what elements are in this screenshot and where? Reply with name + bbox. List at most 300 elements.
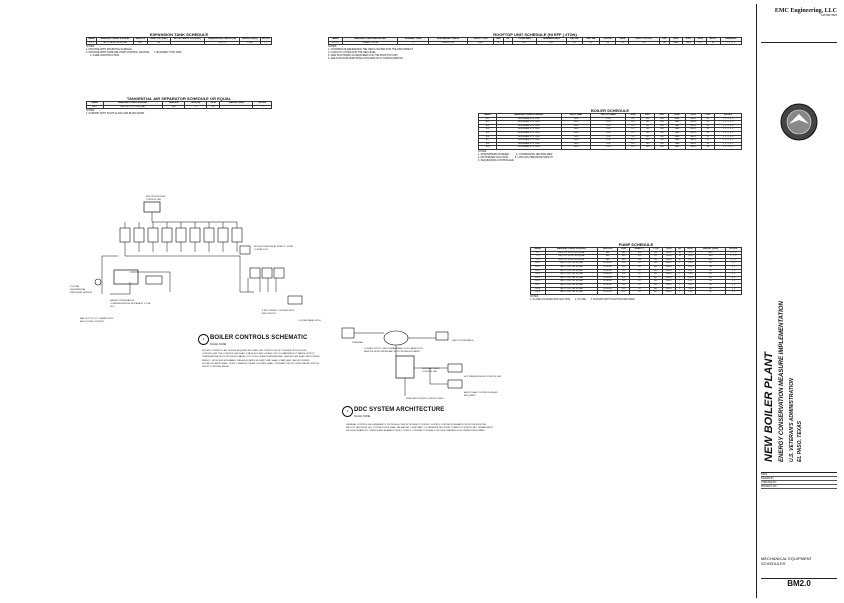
table-cell: GAS [669,131,685,135]
table-cell: INL [649,269,662,273]
column-header: GPM [625,114,640,118]
column-header: EFF [659,38,669,42]
table-cell: 1750 [684,251,696,255]
column-header: ESP [493,38,504,42]
table-cell: TACO CA-90 OR EQUAL [97,41,134,45]
table-cell: 1, 2, 3, 4, 5 [714,124,741,128]
table-cell: BP-3 [531,269,546,273]
table-cell: BOILER [598,262,618,266]
table-cell [220,105,253,109]
table-cell: 4 [398,41,429,45]
table-cell: 115 [618,276,630,280]
table-cell: 700 [206,105,220,109]
table-cell: 24 x 70 [204,41,239,45]
table-cell: B-8 [479,142,497,146]
table-cell: AS-1 [87,105,104,109]
table-cell: GAS [669,139,685,143]
label-multiple-boiler-controller: MULTIPLE BOILER CONTROLLER [146,196,166,202]
pump-table [530,247,742,295]
table-cell: B-4 [479,128,497,132]
column-header: MANUFACTURER & MODEL [103,102,163,106]
table-cell: VIL [649,251,662,255]
column-header: HEAD FT [630,248,650,252]
table-cell: 90 [696,276,725,280]
table-cell: 460/3 [662,280,675,284]
table-cell: 115 [625,117,640,121]
column-header: MOCP [706,38,720,42]
table-cell: INL [649,262,662,266]
column-header: EWT [640,114,655,118]
table-cell: P-3 [531,258,546,262]
column-header: SERVICE [163,102,185,106]
table-cell: 1 [675,287,684,291]
table-cell: B-3 [479,124,497,128]
table-cell: 140 [640,142,655,146]
column-header: V/PH [682,38,694,42]
column-header: NOTES [253,102,272,106]
table-cell: 1 [675,269,684,273]
motorized-louvers [250,268,284,278]
table-cell: 460/3 [685,124,701,128]
column-header: TYPE [649,248,662,252]
table-cell: 1, 2, 3, 4, 5 [714,139,741,143]
table-cell: 56 [600,41,616,45]
table-cell: TACO 1915 OR EQUAL [545,269,598,273]
table-cell: 2000 [561,117,591,121]
table-cell: 1, 2 [260,41,271,45]
label-differential-pressure: SYSTEM DIFFERENTIAL PRESSURE SENSOR [70,286,92,295]
table-cell: B-2 [479,121,497,125]
table-cell: GAS [669,135,685,139]
table-cell: 180 [655,146,669,150]
table-cell: TACO KV 6013 OR EQUAL [545,251,598,255]
table-cell: 1700 [591,139,626,143]
column-header: SUPPLY CFM [468,38,494,42]
table-cell: INL [649,291,662,295]
table-cell: BURNHAM FCX 2000 [497,135,562,139]
table-cell: BOILER [598,287,618,291]
column-header: MARK [87,102,104,106]
table-cell: 90 [147,41,170,45]
table-cell: 400 [696,258,725,262]
column-header: WEIGHT (LBS) [220,102,253,106]
table-cell: 400 [696,255,725,259]
table-cell: 1 [675,262,684,266]
table-cell: 1700 [591,135,626,139]
column-header: GPM [206,102,220,106]
project-name: NEW BOILER PLANT [763,352,775,462]
table-cell: GAS [669,142,685,146]
ddc-label-hvac: HVAC APPLICATION CONTROLLERS [406,398,444,400]
table-cell: GAS [669,128,685,132]
table-cell: 2000 [561,121,591,125]
table-cell: BP-7 [531,283,546,287]
drawn-label: DRAWN BY [761,477,837,481]
table-cell: BOILER [598,265,618,269]
table-cell: 50.2 [512,41,536,45]
table-cell: 20 [630,280,650,284]
table-cell: 1750 [684,255,696,259]
table-cell: B-5 [479,131,497,135]
expansion-notes: NOTES: 1. PROVIDE WITH MOUNTING SADDLES. 2. PROVIDE WITH ASME REL PROP CONTROL SEATING. 3. BLADDER TYPE TANK. 4. ASME CONSTRUCTION. [86,45,183,58]
table-cell: 460/3 [662,251,675,255]
separator-notes: NOTES: 1. FURNISH WITH SIGHT GLASS AND BLOW DOWN. [86,109,145,116]
va-seal-icon [779,102,819,142]
boiler-title: BOILER SCHEDULE [590,108,630,113]
boiler-schedule [478,108,742,162]
rooftop-table [328,37,742,45]
pump-schedule [530,242,742,301]
firm-contact: 915.581.5525 [821,14,837,17]
table-cell: TACO 1915 OR EQUAL [545,265,598,269]
table-cell: BOILER [598,269,618,273]
table-cell: 2000 [561,131,591,135]
table-cell: 1700 [591,142,626,146]
column-header: MANUFACTURER & MODEL [497,114,562,118]
table-cell: 4.0 [629,41,659,45]
column-header: EAT DB [566,38,582,42]
table-cell: 1, 2, 3, 4, 5 [714,131,741,135]
table-cell: 180 [655,131,669,135]
column-header: TOTAL MBH [512,38,536,42]
boiler-controls-title: BOILER CONTROLS SCHEMATIC [210,335,308,341]
table-cell: BURNHAM FCX 2000 [497,128,562,132]
table-cell: 115 [618,291,630,295]
table-cell: 1700 [591,121,626,125]
table-cell: INL [649,283,662,287]
column-header: OUTPUT MBH [591,114,626,118]
table-cell: TRANE YSC048 [343,41,398,45]
table-cell: ET-1 [87,41,97,45]
table-cell: 1, 2, 3, 4, 5 [714,128,741,132]
column-header: GPM [618,248,630,252]
table-cell: BP-8 [531,287,546,291]
ddc-label-boiler-controller: HOT WATER BOILER CONTROLLER [464,376,502,378]
table-cell: 208/3 [682,41,694,45]
table-cell: 30 [706,41,720,45]
table-cell: 1750 [684,283,696,287]
table-cell: 460/3 [662,287,675,291]
table-cell: 20 [630,276,650,280]
table-cell: 16 [616,41,629,45]
table-cell: 20 [630,291,650,295]
table-cell: 90 [696,269,725,273]
ddc-label-it-connection: CONNECTION TO VA IT DEPARTMENT FOR DIAGNOSTIC, REMOTE MONITORING AND SETPOINT ADJUSTMENT [364,348,424,354]
table-cell: 115 [625,131,640,135]
column-header: RPM [684,248,696,252]
table-cell: TACO 1915 OR EQUAL [545,283,598,287]
column-header: INPUT MBH [561,114,591,118]
table-cell: HW [598,258,618,262]
label-bacnet-interface: BACNET INTEGRATION COMMUNICATIONS INTERFACE TO VA DDC [110,300,150,309]
table-cell: 6 [185,105,206,109]
table-cell: HW [598,251,618,255]
column-header: MARK [479,114,497,118]
table-cell: GAS [669,146,685,150]
table-cell: 2000 [561,139,591,143]
table-cell: 180 [655,124,669,128]
table-cell: 460/3 [685,146,701,150]
label-boiler-pump-relay: BOILER PUMP RELAY WIRE TO PUMP CONTACTOR [254,246,294,252]
table-row [87,41,272,45]
expansion-title: EXPANSION TANK SCHEDULE [149,32,209,37]
table-cell: 1, 2 [725,287,741,291]
detail-number-2: 2 [342,406,353,417]
table-cell: 460/3 [685,128,701,132]
table-cell: 10 [701,117,714,121]
table-cell: TACO 1915 OR EQUAL [545,291,598,295]
table-cell: 1700 [591,117,626,121]
separator-title: TANGENTIAL AIR SEPARATOR SCHEDULE OR EQUAL [126,96,232,101]
table-cell: 1, 2 [725,265,741,269]
table-cell: BURNHAM FCX 2000 [497,142,562,146]
column-header: NOTES [262,38,270,40]
rooftop-notes: NOTES: 1. COORDINATE REFERENCE THE ITEM LOCATED FOR THE DISCONNECT. 2. CAPACITY LISTED FOR THE SEA LEVEL. 3. NEW DUCTWORK AS REQUIRED FOR THE ROOFTOP UNIT. 4. SEE PLAN FOR ADDITIONAL DATA AND DUCT CONFIGURATION. [328,45,414,61]
table-cell: 140 [640,128,655,132]
table-cell: BURNHAM FCX 2000 [497,124,562,128]
table-cell: 2000 [561,135,591,139]
rooftop-unit-schedule [328,32,742,60]
table-cell: SIDE/FLOW [428,41,467,45]
column-header: TANK VOL (GAL) [147,38,170,42]
column-header: MARK [531,248,546,252]
table-cell: 2000 [561,146,591,150]
table-cell: 20 [630,269,650,273]
column-header: MANUFACTURER & MODEL [97,38,134,42]
sheet-title: MECHANICAL EQUIPMENT SCHEDULES [761,556,812,566]
table-cell: BOILER [598,276,618,280]
table-cell: 400 [696,251,725,255]
table-cell: 180 [655,135,669,139]
column-header: WEIGHT (LBS) [696,248,725,252]
table-cell: 1750 [684,276,696,280]
ddc-label-additional: ADDITIONAL CONTROLLERS AS REQUIRED [464,392,498,398]
table-cell: BURNHAM FCX 2000 [497,117,562,121]
table-cell: 460/3 [662,276,675,280]
table-cell: GAS [669,121,685,125]
table-cell: 10 [701,139,714,143]
terminal-icon [342,328,354,338]
table-cell: TACO 1915 OR EQUAL [545,280,598,284]
table-cell: 90 [696,273,725,277]
label-louver-panel: LOUVER PANEL WITH [298,320,321,322]
table-cell: 1750 [684,262,696,266]
table-cell: 80 [659,41,669,45]
table-cell: TACO 1915 OR EQUAL [545,276,598,280]
table-row [329,41,742,45]
column-header: MARK [88,38,95,40]
table-cell: B-6 [479,135,497,139]
table-cell: 1700 [591,124,626,128]
multiple-boiler-controller-box [144,202,160,212]
table-cell: 90 [696,287,725,291]
title-block [756,4,841,598]
table-cell: 1750 [684,291,696,295]
table-cell: GAS [669,124,685,128]
boiler-row [120,228,242,242]
table-cell: 1, 2 [725,283,741,287]
table-cell: BURNHAM FCX 2000 [497,121,562,125]
table-cell: BOILER [598,280,618,284]
project-subtitle: ENERGY CONSERVATION MEASURE IMPLEMENTATION [779,301,785,462]
table-cell: TACO 1915 OR EQUAL [545,262,598,266]
ddc-text: GENERAL CONTROL REQUIREMENTS: PROVIDE A COMPLETE DIRECT DIGITAL CONTROL SYSTEM INTEGRATED WITH THE EXISTING FACILITY NETWORK. ALL CONTROLLERS SHALL BE BACNET COMPLIANT. COORDINATE NETWORK CONNECTION WITH VA IT DEPARTMENT. PROVIDE GRAPHICS, TRENDS AND ALARMS FOR ALL POINTS. CONTRACTOR SHALL PROVIDE TRAINING FOR OWNER PERSONNEL. [346,424,494,433]
table-cell: 1750 [684,269,696,273]
column-header: SERVICE [133,38,147,42]
table-cell: 440 [618,258,630,262]
table-cell: 2000 [561,124,591,128]
table-cell: 1750 [684,287,696,291]
table-cell: 1, 2, 3, 4, 5 [714,121,741,125]
project-number-label: PROJECT NO. [761,485,837,489]
table-cell: 1600 [468,41,494,45]
label-motorized-louvers: 6 MOTORIZED LOUVERS WITH END SWITCH [262,310,295,316]
table-cell: 140 [640,124,655,128]
table-cell: 115 [618,273,630,277]
table-cell: 10 [701,146,714,150]
table-cell: 80 [566,41,582,45]
table-cell [170,41,204,45]
table-cell: 20 [630,262,650,266]
table-cell: 115 [618,280,630,284]
table-cell: 460/3 [685,139,701,143]
table-cell: INL [649,265,662,269]
table-cell: HW [133,41,147,45]
detail-number-1: 1 [198,334,209,345]
table-cell: 140 [640,139,655,143]
table-row [479,146,742,150]
table-cell: 460/3 [662,283,675,287]
ddc-title: DDC SYSTEM ARCHITECTURE [354,407,445,413]
column-header: SERVICE [598,248,618,252]
table-cell: 0.7 [493,41,504,45]
table-cell: 1, 2, 3, 4, 5 [714,142,741,146]
table-cell: 1, 2 [725,273,741,277]
table-cell: 1750 [684,258,696,262]
table-cell: 1, 2, 3, 4, 5 [714,135,741,139]
table-cell: BP-1 [531,262,546,266]
table-cell: 180 [655,139,669,143]
table-cell: 460/3 [662,269,675,273]
project-client: U.S. VETERAN'S ADMINISTRATION [789,378,795,462]
table-cell: BOILER [598,291,618,295]
boiler-table [478,113,742,150]
separator-table [86,101,272,109]
column-header: NOTES [714,114,741,118]
table-cell: 180 [655,128,669,132]
table-cell: BURNHAM FCX 2000 [497,139,562,143]
table-cell: 180 [655,142,669,146]
table-cell: 1, 2 [725,280,741,284]
table-cell: TACO 1915 OR EQUAL [545,273,598,277]
column-header: DIMENSIONS L-WIDTH (IN) [204,38,239,42]
table-cell: INL [649,276,662,280]
table-cell: 1, 2 [725,276,741,280]
table-cell: B-7 [479,139,497,143]
table-cell: 460/3 [662,291,675,295]
table-cell: 460/3 [662,255,675,259]
table-cell: 140 [640,146,655,150]
ddc-scale: SCALE: NONE [354,415,371,418]
table-cell: BP-5 [531,276,546,280]
sheet-number: BM2.0 [761,578,837,588]
expansion-table [86,37,272,45]
table-cell: 115 [618,283,630,287]
table-cell: 1 [675,280,684,284]
boiler-controls-text: BOILER CONTROLS: ALL BOILER SEQUENCING SHALL BE CONTROLLED BY THE MULTIPLE BOILER CONTROLLER. THE CONTROLLER SHALL STAGE BOILERS ON AND OFF TO MAINTAIN HOT WATER SUPPLY TEMPERATURE SETPOINT RESET BASED ON OUTDOOR AIR TEMPERATURE. LEAD BOILER SHALL BE ROTATED WEEKLY. UPON BOILER ENABLE THE ASSOCIATED BOILER PUMP SHALL START AND THE MOTORIZED ISOLATION VALVE SHALL OPEN. COMBUSTION AIR LOUVERS SHALL OPEN AND PROVE OPEN VIA END SWITCH PRIOR TO BOILER FIRING. [202,350,320,369]
column-header: REMARKS [720,38,741,42]
column-header: NOMINAL TONS [398,38,429,42]
table-cell: 460/3 [662,258,675,262]
table-cell: 10 [701,128,714,132]
table-cell: 115 [618,262,630,266]
table-cell: 1, 2, 3 [725,255,741,259]
table-cell: 1,000 [240,41,260,45]
table-cell: 10 [675,255,684,259]
table-cell: 460/3 [662,273,675,277]
column-header: WEIGHT (LBS) [240,38,260,42]
table-row [87,105,272,109]
table-cell: 115 [625,128,640,132]
column-header: MANUFACTURER AND MODEL [343,38,398,42]
table-cell: 10 [701,124,714,128]
boiler-notes: NOTES: 1. ATMOSPHERIC BURNER. 4. CONDENSATE NEUTRALIZER. 2. MOTORIZED ISOLATION. 5. LOW GAS PRESSURE SWITCH. 3. SEQUENCING CONTROLLER. [478,149,554,162]
table-cell: 10 [701,142,714,146]
table-cell: GAS [670,41,683,45]
column-header: ELECT OUTPUT [629,38,659,42]
table-cell: 10 [701,131,714,135]
table-cell: 115 [625,139,640,143]
table-cell: 20 [630,287,650,291]
pump-title: PUMP SCHEDULE [618,242,654,247]
column-header: SEER [616,38,629,42]
table-cell: 100 [630,255,650,259]
table-cell: 1 [504,41,512,45]
ddc-label-terminal: TERMINAL [352,342,364,344]
table-cell: BP-6 [531,280,546,284]
table-cell: BP-9 [531,291,546,295]
column-header: FUEL [670,38,683,42]
table-cell: 1, 2, 3 [725,251,741,255]
table-cell: 10 [675,251,684,255]
table-cell: HW [598,255,618,259]
table-cell: 1, 2 [725,269,741,273]
table-cell: 1750 [684,280,696,284]
table-cell: 1700 [591,128,626,132]
table-cell: 100 [630,258,650,262]
table-cell: 115 [625,142,640,146]
table-cell: VIL [649,258,662,262]
table-cell: INL [649,287,662,291]
table-cell: 440 [618,251,630,255]
table-cell: 10 [701,121,714,125]
air-separator-schedule [86,96,272,115]
table-cell: 2000 [561,128,591,132]
firm-logo [761,8,837,43]
table-cell: 115 [618,269,630,273]
table-cell: 460/3 [662,262,675,266]
table-cell: 180 [655,117,669,121]
table-cell: 10 [675,258,684,262]
column-header: FUEL [669,114,685,118]
table-cell: 140 [640,131,655,135]
table-cell: 460/3 [685,121,701,125]
table-cell: P-2 [531,255,546,259]
table-cell: VIL [649,255,662,259]
table-cell: 460/3 [685,131,701,135]
rooftop-title: ROOFTOP UNIT SCHEDULE (HI EFF | 4TON) [493,32,577,37]
table-cell: 67 [583,41,600,45]
